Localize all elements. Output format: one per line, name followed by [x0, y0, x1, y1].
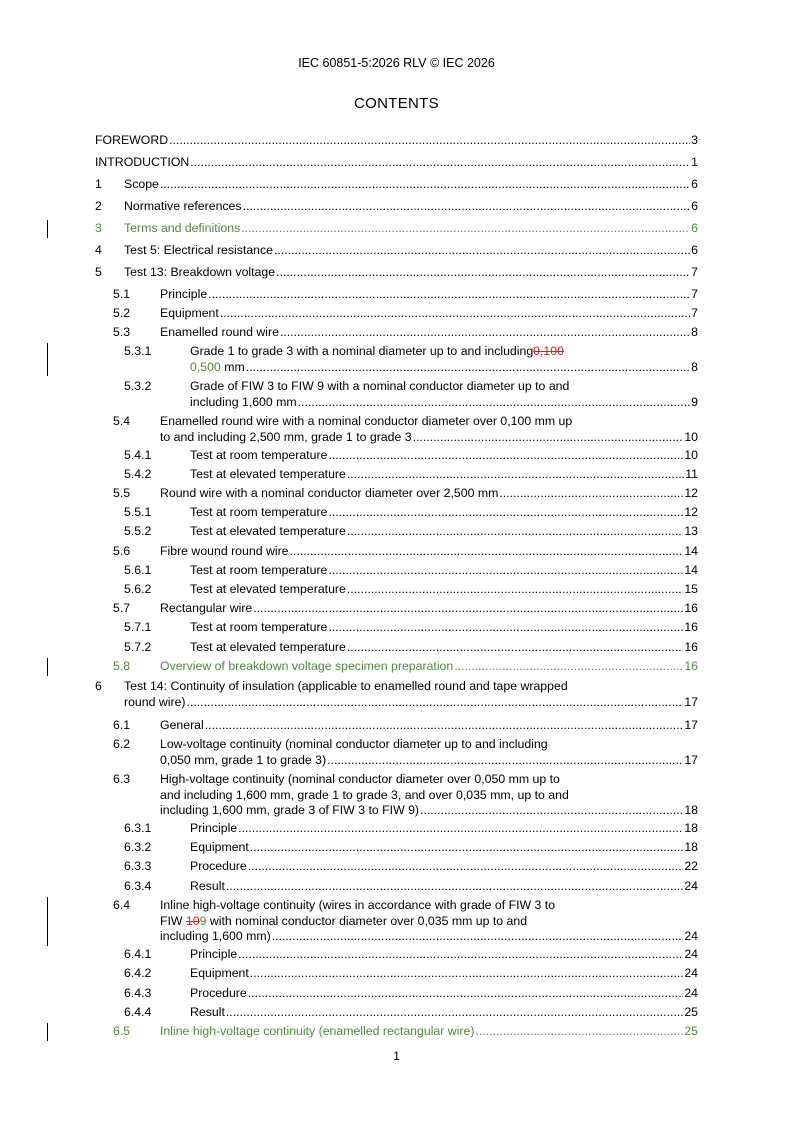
dot-leader	[208, 287, 690, 303]
entry-text-last: Rectangular wire	[160, 601, 253, 615]
entry-number: 6.1	[113, 718, 131, 732]
entry-page-number: 7	[691, 265, 698, 279]
entry-page-number: 14	[684, 563, 698, 577]
dot-leader	[250, 840, 684, 856]
entry-text-last: Test at room temperature	[190, 563, 328, 577]
entry-title	[95, 155, 698, 171]
entry-last-line	[190, 821, 698, 837]
entry-last-line	[160, 929, 698, 945]
entry-title	[124, 265, 698, 281]
inserted-text: 9	[199, 913, 207, 928]
entry-page-number: 16	[684, 640, 698, 654]
dot-leader	[328, 563, 683, 579]
entry-text-last: Inline high-voltage continuity (enamelled rectangular wire)	[160, 1024, 475, 1038]
entry-page-number: 7	[691, 287, 698, 301]
entry-text-fragment: FIW	[160, 913, 186, 928]
entry-number: 6	[95, 679, 102, 693]
entry-title	[160, 325, 698, 341]
dot-leader	[347, 640, 683, 656]
entry-last-line	[190, 395, 698, 411]
entry-page-number: 16	[684, 601, 698, 615]
entry-title	[190, 524, 698, 540]
entry-page-number: 1	[691, 155, 698, 169]
entry-last-line	[160, 803, 698, 819]
dot-leader	[226, 879, 683, 895]
entry-last-line	[124, 695, 698, 711]
entry-number: 5.6	[113, 544, 131, 558]
entry-last-line	[190, 360, 698, 376]
entry-page-number: 24	[684, 986, 698, 1000]
entry-last-line	[160, 753, 698, 769]
entry-last-line	[190, 640, 698, 656]
entry-last-line	[160, 544, 698, 560]
dot-leader	[253, 601, 683, 617]
entry-text-line: Inline high-voltage continuity (wires in accordance with grade of FIW 3 to	[160, 898, 556, 912]
entry-text-last: 0,050 mm, grade 1 to grade 3)	[160, 752, 327, 767]
entry-number: 2	[95, 199, 102, 213]
entry-title	[160, 772, 698, 819]
entry-number: 5.7	[113, 601, 131, 615]
entry-page-number: 25	[684, 1024, 698, 1038]
entry-number: 5.1	[113, 287, 131, 301]
entry-text-last: Test 5: Electrical resistance	[124, 243, 273, 257]
entry-text-last: Equipment	[160, 306, 219, 320]
entry-title	[160, 486, 698, 502]
entry-title	[190, 859, 698, 875]
entry-last-line	[124, 221, 698, 237]
dot-leader	[327, 753, 683, 769]
entry-text-last: Test at elevated temperature	[190, 524, 346, 538]
entry-title	[190, 505, 698, 521]
entry-number: 6.4.3	[124, 986, 152, 1000]
entry-last-line	[124, 265, 698, 281]
entry-page-number: 6	[691, 221, 698, 235]
dot-leader	[226, 1005, 683, 1021]
entry-last-line	[160, 325, 698, 341]
change-bar	[47, 1023, 48, 1041]
entry-page-number: 13	[684, 524, 698, 538]
entry-number: 6.3.4	[124, 879, 152, 893]
entry-last-line	[95, 133, 698, 149]
entry-text-last: including 1,600 mm, grade 3 of FIW 3 to FIW 9)	[160, 803, 420, 817]
dot-leader	[187, 695, 684, 711]
entry-last-line	[190, 859, 698, 875]
entry-title	[124, 679, 698, 710]
entry-title	[160, 601, 698, 617]
entry-last-line	[160, 306, 698, 322]
entry-page-number: 15	[684, 582, 698, 596]
entry-number: 6.3.3	[124, 859, 152, 873]
entry-text-last: Procedure	[190, 859, 247, 873]
entry-page-number: 17	[684, 694, 698, 709]
entry-number: 5.5.1	[124, 505, 152, 519]
entry-title	[190, 986, 698, 1002]
entry-last-line	[190, 986, 698, 1002]
entry-page-number: 17	[684, 718, 698, 732]
entry-text-last: Procedure	[190, 986, 247, 1000]
entry-page-number: 24	[684, 966, 698, 980]
entry-number: 5.3.1	[124, 344, 152, 358]
entry-text-last: Test at room temperature	[190, 620, 328, 634]
entry-last-line	[190, 467, 698, 483]
entry-page-number: 16	[684, 659, 698, 673]
entry-text-last: Test at room temperature	[190, 448, 328, 462]
entry-last-line	[95, 155, 698, 171]
entry-number: 5.4.2	[124, 467, 152, 481]
dot-leader	[238, 821, 683, 837]
entry-number: 6.2	[113, 737, 131, 751]
entry-number: 5.5	[113, 486, 131, 500]
entry-page-number: 12	[684, 505, 698, 519]
entry-last-line	[124, 199, 698, 215]
entry-title	[95, 133, 698, 149]
entry-text-last: Principle	[190, 821, 238, 835]
entry-page-number: 7	[691, 306, 698, 320]
entry-page-number: 24	[684, 879, 698, 893]
entry-title	[124, 243, 698, 259]
entry-title	[124, 177, 698, 193]
dot-leader	[220, 306, 690, 322]
entry-last-line	[160, 659, 698, 675]
entry-title	[190, 467, 698, 483]
entry-page-number: 18	[684, 821, 698, 835]
entry-title	[190, 448, 698, 464]
dot-leader	[413, 430, 684, 446]
dot-leader	[280, 325, 690, 341]
entry-last-line	[160, 601, 698, 617]
dot-leader	[420, 803, 683, 819]
entry-page-number: 9	[691, 394, 698, 409]
entry-page-number: 22	[684, 859, 698, 873]
dot-leader	[328, 448, 683, 464]
entry-last-line	[160, 430, 698, 446]
entry-text-last: Test at room temperature	[190, 505, 328, 519]
entry-text-last: Test at elevated temperature	[190, 640, 346, 654]
entry-number: 5.5.2	[124, 524, 152, 538]
entry-text-line: High-voltage continuity (nominal conductor diameter over 0,050 mm up to	[160, 772, 560, 786]
entry-title	[190, 947, 698, 963]
entry-text-last: Equipment	[190, 966, 249, 980]
dot-leader	[205, 718, 684, 734]
entry-title	[190, 1005, 698, 1021]
entry-title	[190, 966, 698, 982]
entry-page-number: 8	[691, 325, 698, 339]
entry-last-line	[124, 243, 698, 259]
entry-text-last: Principle	[190, 947, 238, 961]
entry-last-line	[160, 718, 698, 734]
entry-number: 6.5	[113, 1024, 131, 1038]
entry-number: 6.3.1	[124, 821, 152, 835]
dot-leader	[290, 544, 684, 560]
dot-leader	[241, 221, 690, 237]
entry-number: 5.2	[113, 306, 131, 320]
dot-leader	[347, 524, 683, 540]
dot-leader	[328, 620, 683, 636]
entry-text-last: Fibre wound round wire	[160, 544, 289, 558]
entry-page-number: 24	[684, 929, 698, 943]
entry-number: 3	[95, 221, 102, 235]
entry-page-number: 6	[691, 243, 698, 257]
entry-title	[190, 379, 698, 410]
entry-last-line	[190, 840, 698, 856]
inserted-text: 0,500	[190, 359, 221, 374]
entry-last-line	[160, 287, 698, 303]
entry-last-line	[190, 947, 698, 963]
entry-text-line: Low-voltage continuity (nominal conductor diameter up to and including	[160, 737, 548, 751]
entry-text-last: round wire)	[124, 694, 186, 709]
entry-number: 5.7.2	[124, 640, 152, 654]
entry-page-number: 24	[684, 947, 698, 961]
entry-page-number: 10	[684, 448, 698, 462]
entry-number: 5.7.1	[124, 620, 152, 634]
entry-title	[190, 640, 698, 656]
entry-last-line	[190, 966, 698, 982]
entry-text-last: to and including 2,500 mm, grade 1 to grade 3	[160, 429, 412, 444]
entry-text-last: Result	[190, 879, 225, 893]
entry-text-last: Equipment	[190, 840, 249, 854]
dot-leader	[475, 1024, 683, 1040]
entry-text-last: INTRODUCTION	[95, 155, 190, 169]
entry-page-number: 17	[684, 752, 698, 767]
change-bar	[47, 897, 48, 946]
entry-title	[160, 898, 698, 945]
entry-title	[190, 563, 698, 579]
entry-text-line: Test 14: Continuity of insulation (applicable to enamelled round and tape wrapped	[124, 679, 568, 693]
entry-title	[190, 620, 698, 636]
entry-last-line	[190, 879, 698, 895]
change-bar	[47, 343, 48, 376]
entry-page-number: 14	[684, 544, 698, 558]
entry-last-line	[190, 563, 698, 579]
dot-leader	[328, 505, 683, 521]
entry-page-number: 16	[684, 620, 698, 634]
entry-title	[190, 582, 698, 598]
entry-title	[160, 306, 698, 322]
entry-text-line: Enamelled round wire with a nominal conductor diameter over 0,100 mm up	[160, 414, 573, 428]
entry-last-line	[190, 582, 698, 598]
entry-text-last	[190, 360, 245, 376]
entry-number: 5.3	[113, 325, 131, 339]
dot-leader	[347, 582, 683, 598]
entry-page-number: 3	[691, 133, 698, 147]
dot-leader	[347, 467, 684, 483]
entry-number: 5.3.2	[124, 379, 152, 393]
entry-last-line	[190, 448, 698, 464]
entry-last-line	[190, 524, 698, 540]
entry-number: 6.4.4	[124, 1005, 152, 1019]
entry-page-number: 25	[684, 1005, 698, 1019]
entry-last-line	[160, 486, 698, 502]
entry-number: 5.8	[113, 659, 131, 673]
entry-number: 6.3.2	[124, 840, 152, 854]
entry-text-last: including 1,600 mm)	[160, 929, 271, 943]
contents-heading: CONTENTS	[354, 95, 439, 112]
entry-title	[160, 287, 698, 303]
entry-text-last: Terms and definitions	[124, 221, 241, 235]
entry-title	[124, 199, 698, 215]
entry-text-line: Grade of FIW 3 to FIW 9 with a nominal conductor diameter up to and	[190, 379, 570, 393]
entry-number: 5.4.1	[124, 448, 152, 462]
entry-text-fragment: mm	[220, 359, 245, 374]
entry-text-fragment: Grade 1 to grade 3 with a nominal diameter up to and including	[190, 344, 534, 358]
dot-leader	[169, 133, 690, 149]
entry-number: 5	[95, 265, 102, 279]
entry-number: 1	[95, 177, 102, 191]
entry-number: 6.3	[113, 772, 131, 786]
entry-page-number: 10	[684, 429, 698, 444]
entry-title	[190, 840, 698, 856]
entry-last-line	[190, 620, 698, 636]
dot-leader	[276, 265, 690, 281]
dot-leader	[274, 243, 690, 259]
entry-text-last: Enamelled round wire	[160, 325, 279, 339]
entry-page-number: 8	[691, 359, 698, 374]
entry-last-line	[124, 177, 698, 193]
dot-leader	[454, 659, 683, 675]
running-header: IEC 60851-5:2026 RLV © IEC 2026	[298, 56, 495, 70]
dot-leader	[248, 859, 684, 875]
entry-text-last: including 1,600 mm	[190, 394, 297, 409]
entry-text-line	[160, 914, 698, 930]
entry-title	[160, 718, 698, 734]
change-bar	[47, 658, 48, 676]
entry-page-number: 6	[691, 199, 698, 213]
entry-page-number: 6	[691, 177, 698, 191]
entry-title	[160, 414, 698, 445]
entry-number: 6.4	[113, 898, 131, 912]
entry-text-last: Overview of breakdown voltage specimen preparation	[160, 659, 454, 673]
entry-text-last: Test at elevated temperature	[190, 467, 346, 481]
entry-page-number: 18	[684, 840, 698, 854]
entry-text-last: Test at elevated temperature	[190, 582, 346, 596]
entry-title	[160, 544, 698, 560]
dot-leader	[298, 395, 691, 411]
entry-text-line: and including 1,600 mm, grade 1 to grade 3, and over 0,035 mm, up to and	[160, 787, 569, 802]
change-bar	[47, 220, 48, 238]
entry-text-last: FOREWORD	[95, 133, 169, 147]
dot-leader	[246, 360, 690, 376]
entry-text-last: Round wire with a nominal conductor diameter over 2,500 mm	[160, 486, 499, 500]
entry-text-fragment: with nominal conductor diameter over 0,035 mm up to and	[206, 913, 528, 928]
dot-leader	[250, 966, 684, 982]
entry-title	[160, 659, 698, 675]
deleted-text: 0,100	[533, 344, 564, 358]
entry-number: 6.4.1	[124, 947, 152, 961]
dot-leader	[248, 986, 684, 1002]
entry-page-number: 11	[685, 467, 698, 481]
entry-title	[124, 221, 698, 237]
entry-number: 4	[95, 243, 102, 257]
entry-text-last: General	[160, 718, 204, 732]
entry-number: 6.4.2	[124, 966, 152, 980]
entry-last-line	[190, 505, 698, 521]
entry-text-last: Normative references	[124, 199, 242, 213]
entry-last-line	[160, 1024, 698, 1040]
entry-title	[190, 344, 698, 375]
entry-text-line	[190, 344, 698, 360]
entry-page-number: 12	[684, 486, 698, 500]
dot-leader	[160, 177, 690, 193]
dot-leader	[272, 929, 684, 945]
deleted-text: 10	[185, 913, 200, 928]
entry-title	[190, 879, 698, 895]
entry-number: 5.4	[113, 414, 131, 428]
entry-text-last: Scope	[124, 177, 159, 191]
entry-page-number: 18	[684, 803, 698, 817]
entry-title	[160, 1024, 698, 1040]
entry-last-line	[190, 1005, 698, 1021]
entry-title	[160, 737, 698, 768]
entry-text-last: Result	[190, 1005, 225, 1019]
entry-text-last: Test 13: Breakdown voltage	[124, 265, 276, 279]
dot-leader	[238, 947, 683, 963]
entry-title	[190, 821, 698, 837]
dot-leader	[243, 199, 691, 215]
entry-text-last: Principle	[160, 287, 208, 301]
dot-leader	[190, 155, 690, 171]
entry-number: 5.6.1	[124, 563, 152, 577]
page-number: 1	[393, 1049, 400, 1063]
entry-number: 5.6.2	[124, 582, 152, 596]
dot-leader	[499, 486, 683, 502]
